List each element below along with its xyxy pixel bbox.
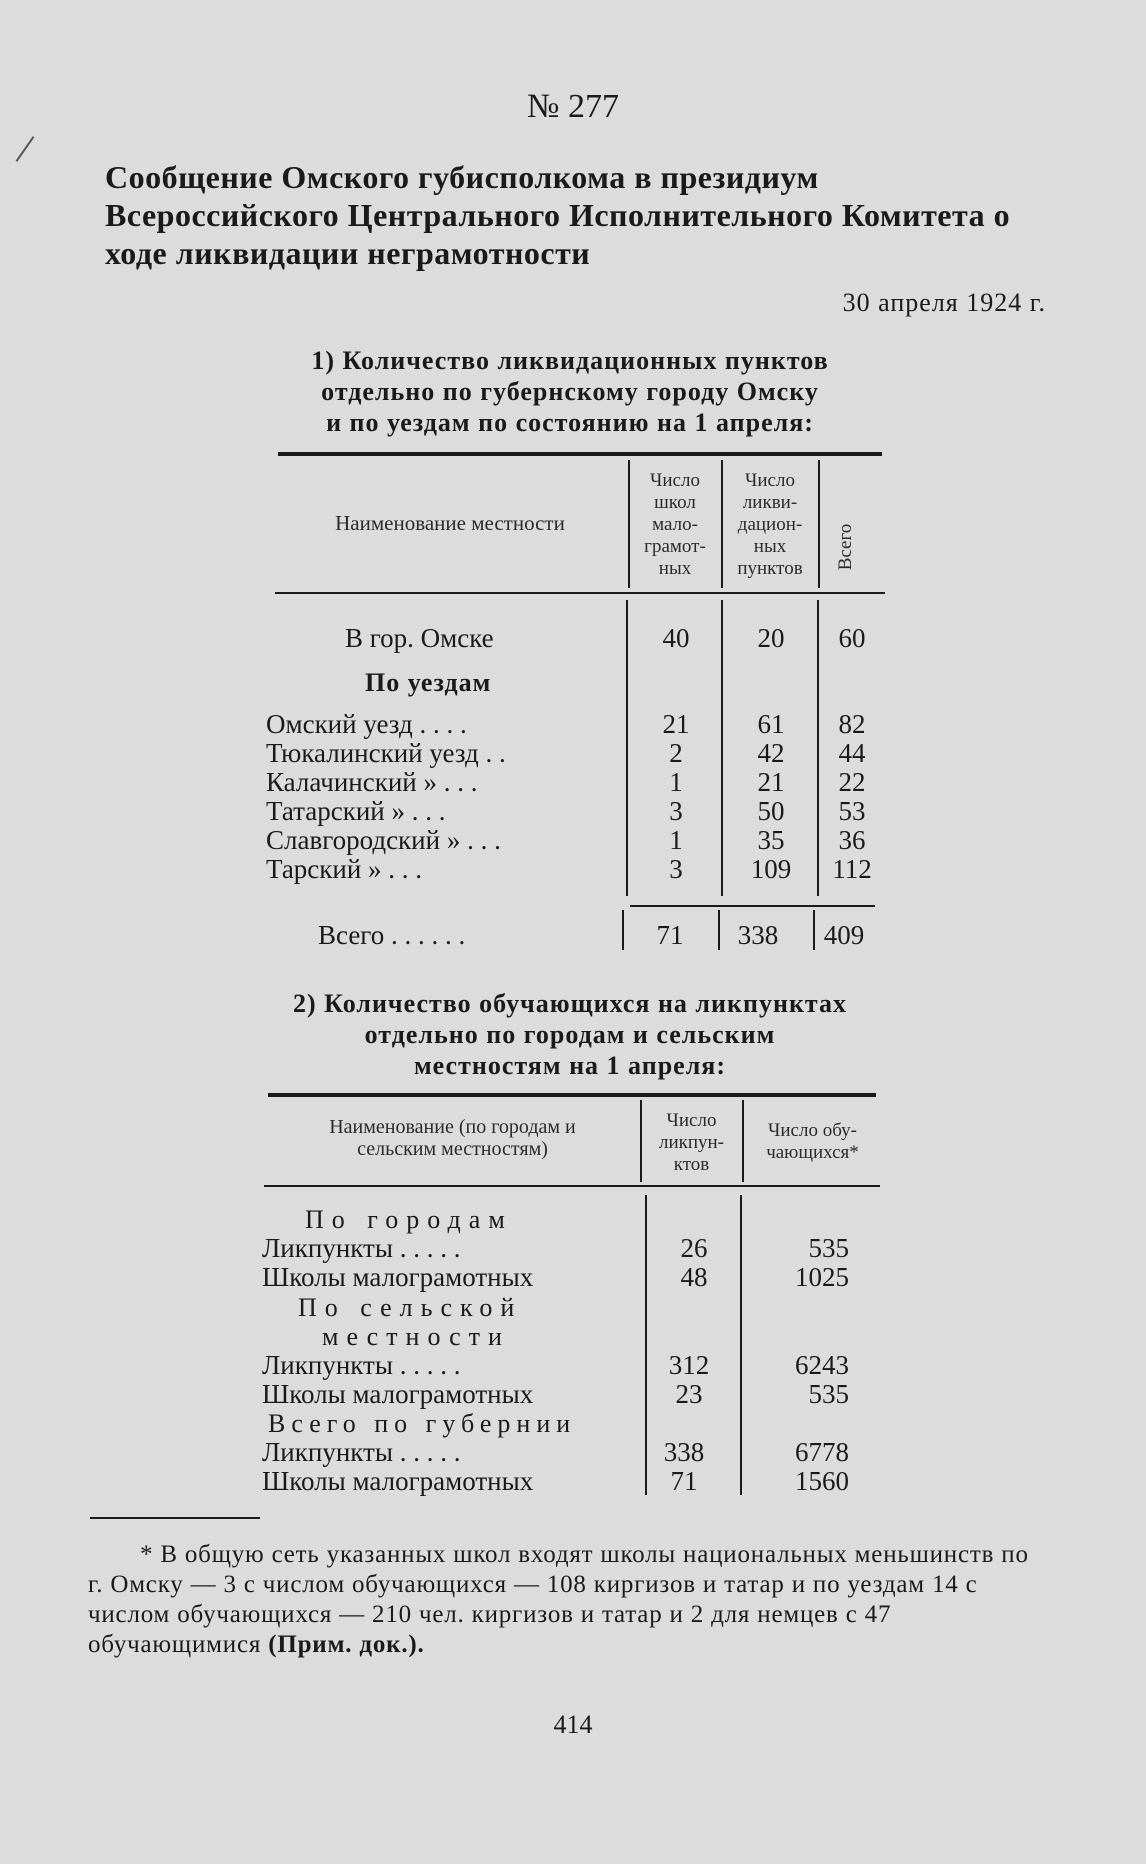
table1-col-divider [818, 460, 820, 588]
table1-caption-line: и по уездам по состоянию на 1 апреля: [326, 408, 814, 437]
table2-section-label: Всего по губернии [268, 1409, 577, 1438]
table1-row-name: Калачинский » . . . [266, 767, 478, 797]
table1-col-divider [626, 600, 628, 896]
table1-row-name: Славгородский » . . . [266, 825, 501, 855]
table2-header-points [643, 1110, 740, 1176]
table1-cell: 44 [838, 738, 866, 768]
header-line: ктов [673, 1154, 710, 1175]
table1-row-name: Татарский » . . . [266, 796, 446, 826]
table1-cell: 82 [838, 709, 866, 739]
header-line: ликпун- [658, 1132, 725, 1153]
footnote [88, 1540, 1048, 1660]
table1-cell: 42 [757, 738, 785, 768]
pen-mark [16, 136, 35, 162]
table1-cell: 21 [662, 709, 690, 739]
table1-caption-line: отдельно по губернскому городу Омску [321, 377, 819, 406]
header-line: дацион- [737, 514, 803, 535]
document-number: № 277 [527, 88, 619, 125]
table1-row-name: Тюкалинский уезд . . [266, 738, 506, 768]
table1-cell: 36 [838, 825, 866, 855]
header-line: Число обу- [768, 1120, 857, 1141]
table1-sum-rule [630, 905, 875, 907]
table2-caption-line: местностям на 1 апреля: [413, 1051, 727, 1080]
table2-caption-line: 2) Количество обучающихся на ликпунктах [292, 989, 848, 1018]
table2-cell: 23 [675, 1379, 703, 1409]
footnote-note: (Прим. док.). [268, 1631, 425, 1658]
table2-cell: 1560 [795, 1466, 849, 1496]
table2-cell: 1025 [795, 1262, 849, 1292]
table1-cell: 22 [838, 767, 866, 797]
table2-section-label: По сельской [298, 1293, 523, 1322]
header-line: мало- [652, 514, 698, 535]
header-line: чающихся* [766, 1142, 859, 1163]
table2-col-divider [742, 1100, 744, 1182]
table2-cell: 48 [680, 1262, 708, 1292]
table1-total-name: Всего . . . . . . [318, 920, 466, 950]
table1-city-name: В гор. Омске [345, 623, 494, 653]
table1-cell: 60 [838, 623, 866, 653]
table1-header-total: Всего [835, 523, 856, 571]
table2-header-rule [264, 1185, 880, 1187]
header-line: сельским местностям) [357, 1138, 548, 1160]
table1-row-name: Омский уезд . . . . [266, 709, 467, 739]
table1-top-rule [278, 452, 882, 456]
table2-cell: 535 [808, 1379, 849, 1409]
header-line: Число [745, 470, 795, 491]
header-line: Число [666, 1110, 717, 1131]
document-title: Сообщение Омского губисполкома в президиум Всероссийского Центрального Исполнительного Комитета о ходе ликвидации неграмотности [105, 159, 1011, 271]
table2-top-rule [268, 1093, 876, 1097]
table1-col-divider [721, 600, 723, 896]
table1-cell: 2 [669, 738, 683, 768]
header-line: грамот- [644, 536, 706, 557]
footnote-text: * В общую сеть указанных школ входят школы национальных меньшинств по г. Омску — 3 с числом обучающихся — 108 киргизов и татар и по уездам 14 с числом обучающихся — 210 чел. киргизов и татар и 2 для немцев с 47 обучающимися [88, 1541, 1029, 1658]
table2-row-name: Школы малограмотных [262, 1262, 534, 1292]
table2-row-name: Школы малограмотных [262, 1466, 534, 1496]
table2-cell: 71 [670, 1466, 698, 1496]
table1-cell: 1 [669, 767, 683, 797]
table2-section-label: По городам [305, 1205, 513, 1234]
table2-row-name: Школы малограмотных [262, 1379, 534, 1409]
table2-header-name [275, 1116, 630, 1160]
table1-cell: 40 [662, 623, 690, 653]
header-line: школ [654, 492, 696, 513]
table1-cell: 20 [757, 623, 785, 653]
table1-cell: 35 [757, 825, 785, 855]
table1-cell: 3 [669, 796, 683, 826]
header-line: ных [658, 558, 692, 579]
table1-header-name: Наименование местности [335, 511, 565, 535]
footnote-rule [90, 1517, 260, 1519]
table1-cell: 1 [669, 825, 683, 855]
table1-caption-line: 1) Количество ликвидационных пунктов [311, 346, 829, 375]
table2-cell: 312 [668, 1350, 710, 1380]
table2-cell: 6778 [795, 1437, 849, 1467]
table1-header-points [723, 470, 817, 580]
table2-row-name: Ликпункты . . . . . [262, 1233, 461, 1263]
table1-cell: 71 [656, 920, 684, 950]
table1-cell: 53 [838, 796, 866, 826]
table1-cell: 338 [737, 920, 779, 950]
table2-cell: 6243 [795, 1350, 849, 1380]
table2-caption-line: отдельно по городам и сельским [364, 1020, 776, 1049]
table1-header-rule [275, 592, 885, 594]
table2-col-divider [640, 1100, 642, 1182]
table1-cell: 3 [669, 854, 683, 884]
header-line: ных [753, 536, 787, 557]
table1-cell: 21 [757, 767, 785, 797]
table1-col-divider [622, 910, 624, 950]
table1-row-name: Тарский » . . . [266, 854, 423, 884]
table1-header-schools [630, 470, 720, 580]
table1-cell: 112 [832, 854, 872, 884]
table2-row-name: Ликпункты . . . . . [262, 1350, 461, 1380]
table1-cell: 50 [757, 796, 785, 826]
header-line: пунктов [737, 558, 803, 579]
table2-cell: 535 [808, 1233, 849, 1263]
page-number: 414 [553, 1710, 593, 1739]
table2-section-label: местности [322, 1322, 510, 1351]
table1-section-label: По уездам [365, 668, 492, 697]
table2-col-divider [740, 1195, 742, 1495]
document-date: 30 апреля 1924 г. [842, 288, 1046, 317]
header-line: Наименование (по городам и [329, 1116, 576, 1138]
header-line: Число [650, 470, 700, 491]
table1-cell: 409 [823, 920, 865, 950]
table2-header-learners [745, 1120, 880, 1164]
table1-cell: 61 [757, 709, 785, 739]
table1-cell: 109 [750, 854, 792, 884]
table2-cell: 26 [680, 1233, 708, 1263]
table2-cell: 338 [663, 1437, 705, 1467]
table2-row-name: Ликпункты . . . . . [262, 1437, 461, 1467]
header-line: ликви- [742, 492, 798, 513]
